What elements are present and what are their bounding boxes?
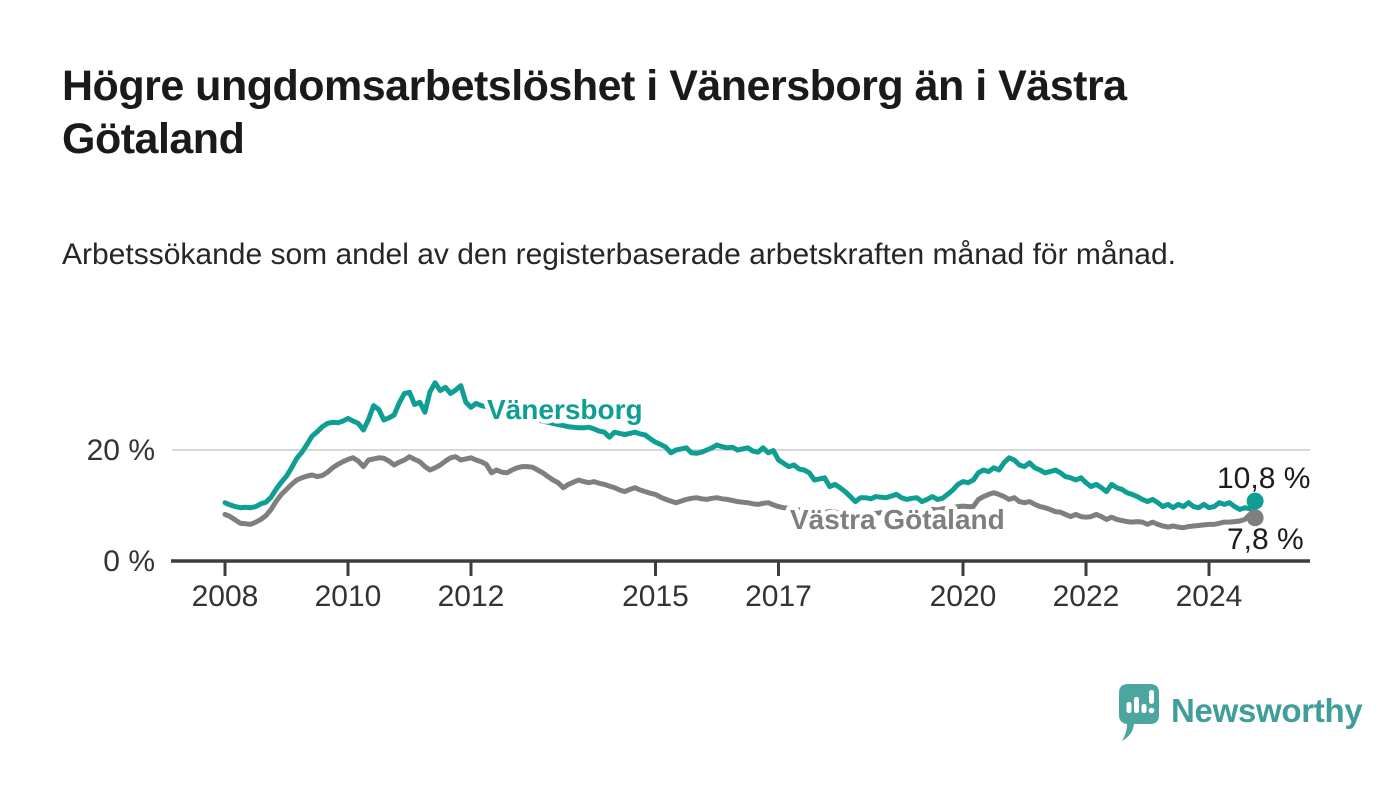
x-axis-ticks: [225, 561, 1209, 576]
series-line-vastra-gotaland: [225, 457, 1255, 528]
y-axis-label-20: 20 %: [86, 434, 155, 467]
series-endpoint-dot-vanersborg: [1247, 493, 1264, 510]
x-tick-label-2012: 2012: [437, 580, 505, 613]
x-tick-label-2015: 2015: [622, 580, 689, 613]
chart-subtitle: Arbetssökande som andel av den registerbaserade arbetskraften månad för månad.: [62, 238, 1176, 271]
newsworthy-logo[interactable]: [1112, 680, 1363, 750]
x-tick-label-2020: 2020: [929, 580, 997, 613]
chart-title: Högre ungdomsarbetslöshet i Vänersborg än i Västra Götaland: [62, 62, 1127, 164]
newsworthy-bubble-icon: [1112, 680, 1170, 750]
value-label-vastra-gotaland: 7,8 %: [1227, 523, 1304, 556]
value-label-vanersborg: 10,8 %: [1217, 462, 1311, 495]
series-label-vanersborg: Vänersborg: [487, 394, 643, 425]
y-axis-label-0: 0 %: [103, 545, 155, 578]
series-label-vastra-gotaland: Västra Götaland: [790, 504, 1005, 535]
x-tick-label-2017: 2017: [745, 580, 812, 613]
x-tick-label-2024: 2024: [1175, 580, 1243, 613]
x-tick-label-2008: 2008: [191, 580, 259, 613]
x-tick-label-2022: 2022: [1052, 580, 1120, 613]
x-tick-label-2010: 2010: [314, 580, 382, 613]
newsworthy-wordmark: Newsworthy: [1171, 692, 1363, 729]
series-line-vanersborg: [225, 383, 1255, 510]
x-axis-tick-labels: [192, 580, 1243, 613]
